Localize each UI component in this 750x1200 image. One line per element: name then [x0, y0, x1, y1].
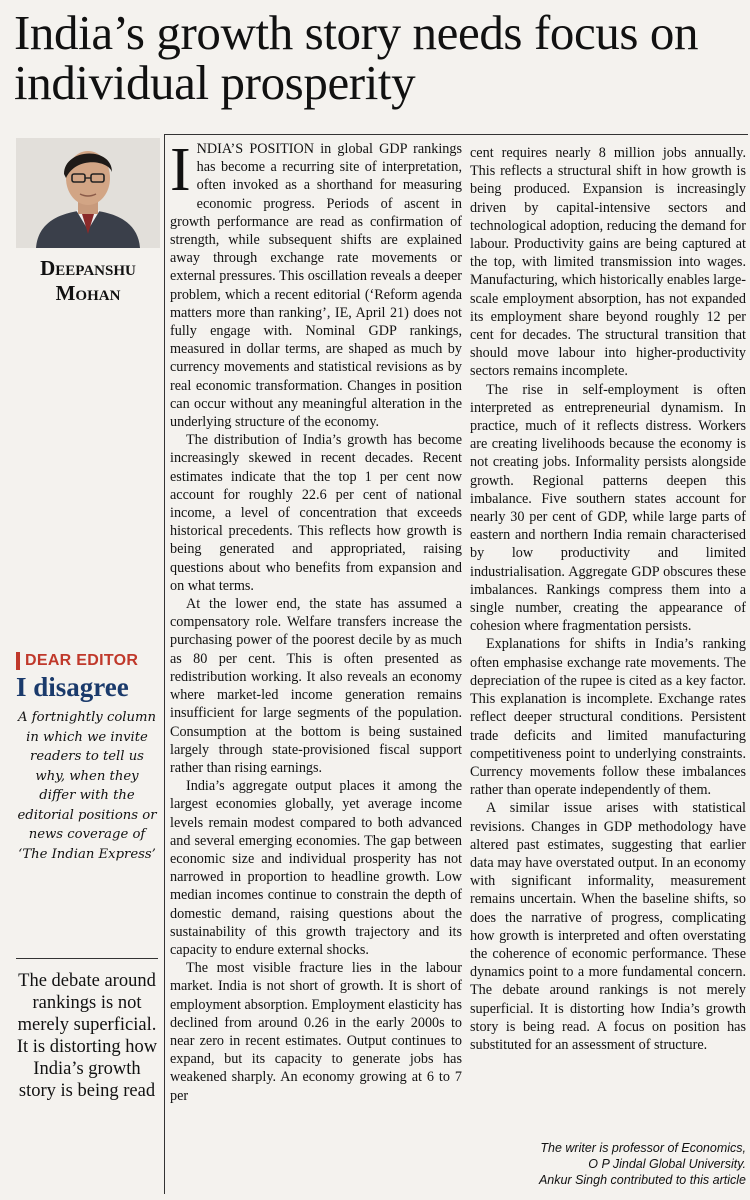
dear-editor-tag: DEAR EDITOR — [16, 652, 158, 670]
divider-pullquote — [16, 958, 158, 959]
drop-cap: I — [170, 136, 191, 204]
author-name — [20, 256, 156, 306]
article-paragraph-5-continued: cent requires nearly 8 million jobs annually. This reflects a structural shift in how growth is being produced. Expansion is increasingly driven by capital-intensive sectors and technological adoption, reducing the demand for labour. Productivity gains are being captured at the top, with limited transmission into wages. Manufacturing, which historically enables large-scale employment absorption, has not expanded its employment share beyond roughly 12 per cent for decades. The structural transition that should move labour into higher-productivity sectors remains incomplete. — [470, 145, 746, 380]
dear-editor-box — [16, 652, 158, 864]
dear-editor-title: I disagree — [16, 672, 129, 702]
author-photo — [16, 138, 160, 248]
article-paragraph-8: A similar issue arises with statistical revisions. Changes in GDP methodology have altered past estimates, suggesting that earlier data may have overstated output. In an economy with significant informality, measurement remains uncertain. When the baseline shifts, so does the narrative of progress, complicating how growth is interpreted and often overstating the coherence of economic performance. These dynamics point to a more fundamental concern. The debate around rankings is not merely superficial. It is distorting how India’s growth story is being read. A focus on position has substituted for an assessment of structure. — [470, 800, 746, 1053]
headline: India’s growth story needs focus on individual prosperity — [14, 5, 699, 110]
article-paragraph-7: Explanations for shifts in India’s ranking often emphasise exchange rate movements. The depreciation of the rupee is cited as a key factor. This explanation is incomplete. Exchange rates reflect deeper structural conditions. Persistent trade deficits and limited manufacturing competitiveness point to underlying constraints. Currency movements follow these imbalances rather than operate independently of them. — [470, 636, 746, 799]
article-paragraph-3: At the lower end, the state has assumed a compensatory role. Welfare transfers increase the purchasing power of the poorest decile by as much as 80 per cent. This is often presented as redistribution working. It also reveals an economy where market-led income generation remains insufficient for large segments of the population. Consumption at the bottom is being sustained largely through state-provisioned fiscal support rather than rising earnings. — [170, 596, 462, 776]
article-paragraph-6: The rise in self-employment is often interpreted as entrepreneurial dynamism. In practice, much of it reflects distress. Workers are creating livelihoods because the economy is not creating jobs. Informality persists alongside growth. Regional patterns deepen this imbalance. Five southern states account for nearly 30 per cent of GDP, while large parts of eastern and northern India remain characterised by low productivity and limited industrialisation. Aggregate GDP obscures these imbalances. Rankings compress them into a single number, creating the appearance of cohesion where fragmentation persists. — [470, 381, 746, 635]
lead-caps: NDIA’S POSITION — [196, 141, 314, 157]
dear-editor-description: A fortnightly column in which we invite readers to tell us why, when they differ with the editorial positions or news coverage of ‘The Indian Express’ — [17, 710, 157, 862]
article-column-2 — [470, 144, 746, 1054]
credit-line-3: Ankur Singh contributed to this article — [538, 1173, 746, 1187]
credit-line-1: The writer is professor of Economics, — [540, 1141, 746, 1155]
article-paragraph-1 — [170, 136, 462, 431]
divider-sidebar — [164, 134, 165, 1194]
paragraph-1-text: in global GDP rankings has become a recurring site of interpretation, often invoked as a shorthand for measuring economic progress. Periods of ascent in growth performance are read as confirmation of strength, while subsequent shifts are explained away through exchange rate movements or external pressures. This oscillation reveals a deeper problem, which a recent editorial (‘Reform agenda matters more than ranking’, IE, April 21) does not fully engage with. Nominal GDP rankings, measured in dollar terms, are shaped as much by currency movements and statistical revisions as by real economic transformation. Changes in position can occur without any meaningful alteration in the underlying structure of the economy. — [170, 141, 462, 431]
author-last-name: Mohan — [55, 281, 121, 305]
article-column-1 — [170, 136, 462, 1105]
article-paragraph-4: India’s aggregate output places it among the largest economies globally, yet average income levels remain modest compared to both advanced and several emerging economies. The gap between economic size and individual prosperity has not narrowed in proportion to headline growth. Low median incomes continue to constrain the depth of domestic demand, raising questions about the sustainability of this growth trajectory and its capacity to endure external shocks. — [170, 778, 462, 958]
article-paragraph-5: The most visible fracture lies in the labour market. India is not short of growth. It is short of employment absorption. Employment elasticity has declined from around 0.26 in the early 2000s to near zero in recent estimates. Output continues to expand, but its capacity to generate jobs has weakened sharply. An economy growing at 6 to 7 per — [170, 960, 462, 1104]
author-first-name: Deepanshu — [40, 256, 136, 280]
divider-top — [164, 134, 748, 135]
author-credit — [470, 1140, 746, 1188]
article-paragraph-2: The distribution of India’s growth has become increasingly skewed in recent decades. Recent estimates indicate that the top 1 per cent now account for roughly 22.6 per cent of national income, a level of concentration that exceeds historical precedents. This reflects how growth is being generated and appropriated, raising questions about who benefits from expansion and on what terms. — [170, 432, 462, 594]
credit-line-2: O P Jindal Global University. — [588, 1157, 746, 1171]
pull-quote: The debate around rankings is not merely superficial. It is distorting how India’s growth story is being read — [16, 971, 158, 1101]
